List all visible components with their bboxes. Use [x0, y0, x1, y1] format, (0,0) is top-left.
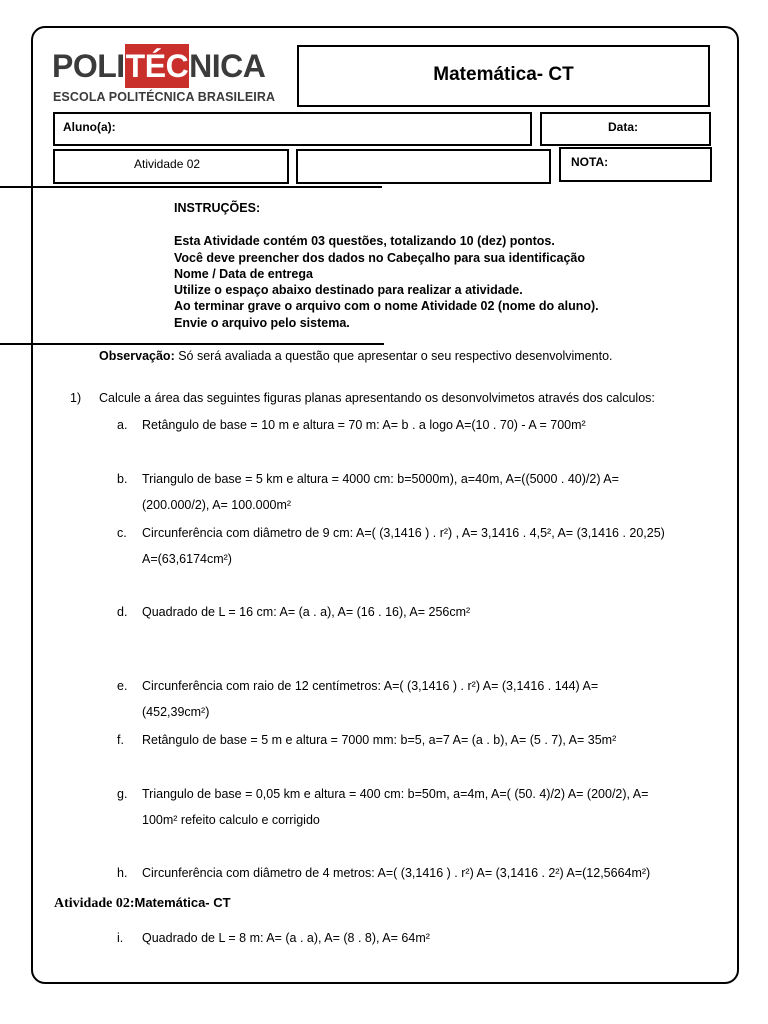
- item-letter: f.: [117, 733, 124, 747]
- item-text: Circunferência com diâmetro de 4 metros: A=( (3,1416 ) . r²) A= (3,1416 . 2²) A=(12,5664m²): [142, 866, 651, 880]
- grade-label: NOTA:: [571, 155, 609, 169]
- student-label: Aluno(a):: [63, 120, 116, 134]
- instructions-heading: INSTRUÇÕES:: [174, 201, 261, 215]
- instructions-block: [174, 200, 599, 331]
- instruction-line: Utilize o espaço abaixo destinado para realizar a atividade.: [174, 283, 523, 298]
- footer-subject: Matemática- CT: [134, 895, 231, 910]
- date-field[interactable]: [540, 112, 711, 146]
- footer-activity-title: [54, 894, 231, 912]
- instruction-line: Você deve preencher dos dados no Cabeçalho para sua identificação: [174, 250, 586, 265]
- item-text: Triangulo de base = 0,05 km e altura = 400 cm: b=50m, a=4m, A=( (50. 4)/2) A= (200/2), A= 100m² refeito calculo e corrigido: [142, 787, 649, 827]
- item-letter: g.: [117, 787, 128, 801]
- logo-subtitle: ESCOLA POLITÉCNICA BRASILEIRA: [53, 90, 276, 104]
- activity-label: Atividade 02: [134, 157, 201, 171]
- list-item: [117, 925, 702, 951]
- question-text: Calcule a área das seguintes figuras planas apresentando os desonvolvimetos através dos calculos:: [99, 391, 655, 405]
- list-item: [117, 860, 722, 886]
- item-letter: c.: [117, 526, 127, 540]
- item-letter: d.: [117, 605, 128, 619]
- activity-box: [53, 149, 289, 184]
- instruction-line: Nome / Data de entrega: [174, 266, 313, 281]
- observation-text: Só será avaliada a questão que apresentar o seu respectivo desenvolvimento.: [174, 349, 613, 363]
- item-text: Quadrado de L = 16 cm: A= (a . a), A= (16 . 16), A= 256cm²: [142, 605, 471, 619]
- item-text: Circunferência com diâmetro de 9 cm: A=( (3,1416 ) . r²) , A= 3,1416 . 4,5², A= (3,1416 . 20,25) A=(63,6174cm²): [142, 526, 665, 566]
- logo-part-1: POLI: [52, 48, 125, 84]
- instruction-line: Ao terminar grave o arquivo com o nome Atividade 02 (nome do aluno).: [174, 299, 599, 314]
- instructions-bottom-rule: [0, 343, 384, 345]
- instruction-line: Envie o arquivo pelo sistema.: [174, 315, 350, 330]
- item-letter: e.: [117, 679, 128, 693]
- item-letter: i.: [117, 931, 124, 945]
- footer-activity: Atividade 02:: [54, 896, 135, 911]
- item-text: Quadrado de L = 8 m: A= (a . a), A= (8 . 8), A= 64m²: [142, 931, 430, 945]
- instruction-line: Esta Atividade contém 03 questões, totalizando 10 (dez) pontos.: [174, 234, 555, 249]
- item-text: Retângulo de base = 5 m e altura = 7000 mm: b=5, a=7 A= (a . b), A= (5 . 7), A= 35m²: [142, 733, 617, 747]
- title-box: [297, 45, 710, 107]
- observation-label: Observação:: [99, 349, 175, 363]
- item-letter: a.: [117, 418, 128, 432]
- list-item: [117, 727, 702, 753]
- list-item: [117, 520, 672, 572]
- question-1: [70, 391, 655, 405]
- item-letter: h.: [117, 866, 128, 880]
- logo-wordmark: [52, 44, 265, 88]
- blank-header-field[interactable]: [296, 149, 551, 184]
- list-item: [117, 466, 667, 518]
- logo-part-3: NICA: [189, 48, 266, 84]
- date-label: Data:: [608, 120, 639, 134]
- list-item: [117, 412, 702, 438]
- student-name-field[interactable]: [53, 112, 532, 146]
- item-letter: b.: [117, 472, 128, 486]
- question-number: 1): [70, 391, 82, 405]
- school-logo: [52, 44, 290, 108]
- list-item: [117, 781, 687, 833]
- logo-part-2: TÉC: [125, 44, 190, 88]
- observation-note: [99, 349, 613, 363]
- item-text: Retângulo de base = 10 m e altura = 70 m: A= b . a logo A=(10 . 70) - A = 700m²: [142, 418, 586, 432]
- grade-field[interactable]: [559, 147, 712, 182]
- page-title: Matemática- CT: [433, 64, 574, 85]
- list-item: [117, 673, 642, 725]
- list-item: [117, 599, 702, 625]
- item-text: Circunferência com raio de 12 centímetros: A=( (3,1416 ) . r²) A= (3,1416 . 144) A=(452,39cm²): [142, 679, 599, 719]
- instructions-top-rule: [0, 186, 382, 188]
- item-text: Triangulo de base = 5 km e altura = 4000 cm: b=5000m), a=40m, A=((5000 . 40)/2) A= (200.000/2), A= 100.000m²: [142, 472, 619, 512]
